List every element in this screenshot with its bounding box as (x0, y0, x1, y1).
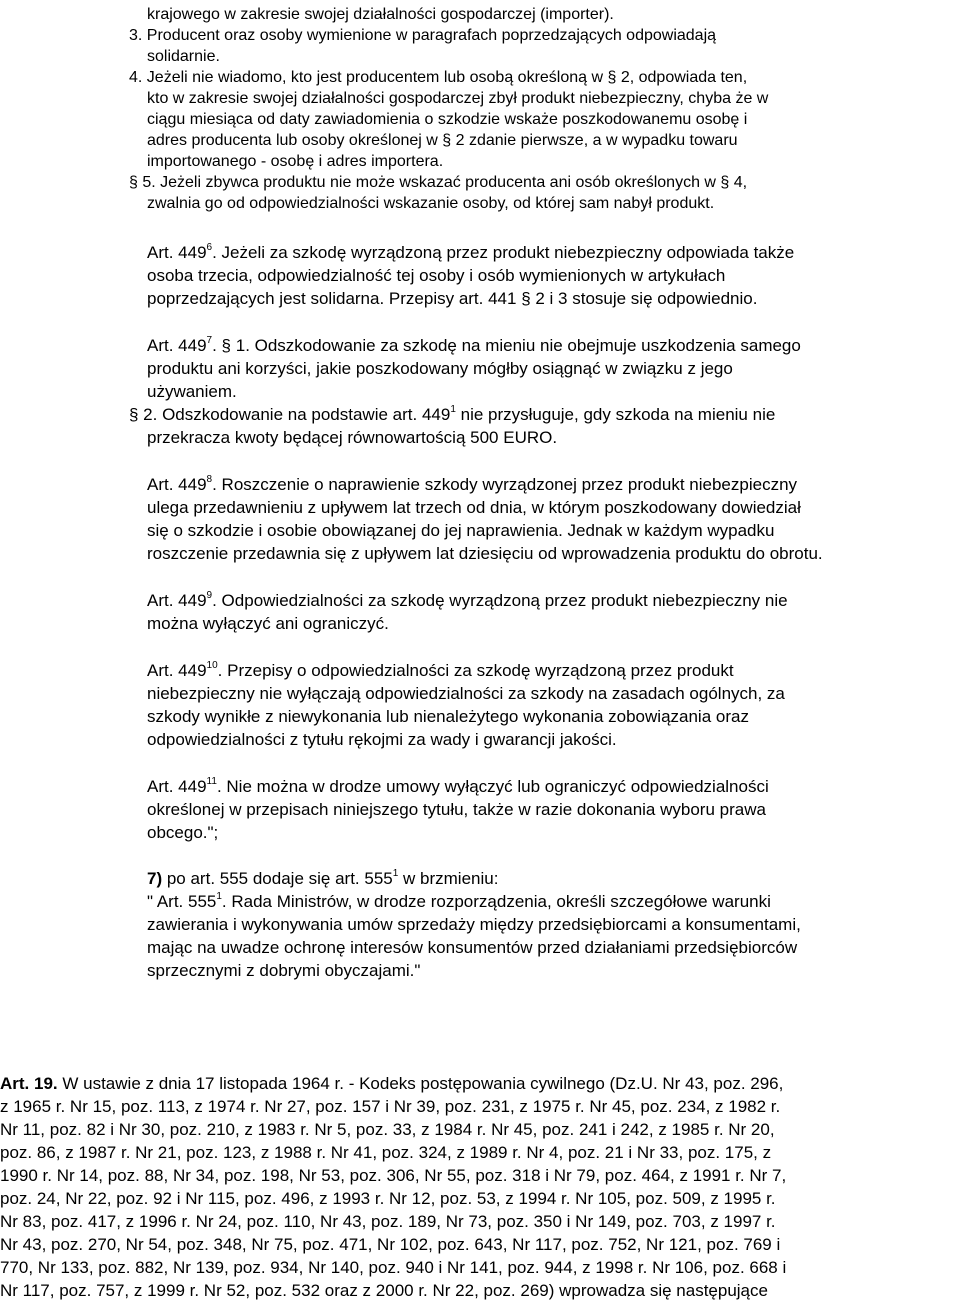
article-text: . Jeżeli za szkodę wyrządzoną przez produkt niebezpieczny odpowiada także (212, 243, 795, 262)
article-label: Art. 449 (147, 661, 207, 680)
article-superscript: 1 (450, 404, 456, 416)
text-line: 770, Nr 133, poz. 882, Nr 139, poz. 934, Nr 140, poz. 940 i Nr 141, poz. 944, z 1998 r. Nr 106, poz. 668 i (0, 1258, 787, 1277)
text-line: zawierania i wykonywania umów sprzedaży między przedsiębiorcami a konsumentami, (147, 915, 801, 934)
item-number: 7) (147, 869, 163, 888)
article-superscript: 8 (206, 474, 213, 486)
item-superscript: 1 (392, 868, 399, 880)
article-label: " Art. 555 (147, 892, 217, 911)
text-line: roszczenie przedawnia się z upływem lat dziesięciu od wprowadzenia produktu do obrotu. (147, 544, 823, 563)
text-line: solidarnie. (147, 48, 220, 65)
text-line: kto w zakresie swojej działalności gospodarczej zbył produkt niebezpieczny, chyba że w (147, 90, 769, 107)
article-449-7-line-4 (129, 404, 775, 426)
article-label: Art. 449 (147, 336, 207, 355)
article-449-9-line-1 (147, 590, 788, 612)
article-label: Art. 449 (147, 777, 207, 796)
article-449-11-line-1 (147, 776, 769, 798)
article-text: . § 1. Odszkodowanie za szkodę na mieniu nie obejmuje uszkodzenia samego (212, 336, 801, 355)
text-line: importowanego - osobę i adres importera. (147, 153, 444, 170)
text-line: niebezpieczny nie wyłączają odpowiedzialności za szkody na zasadach ogólnych, za (147, 684, 785, 703)
text-line: Nr 11, poz. 82 i Nr 30, poz. 210, z 1983 r. Nr 5, poz. 33, z 1984 r. Nr 45, poz. 241 i 242, z 1985 r. Nr 20, (0, 1120, 775, 1139)
article-text: . Nie można w drodze umowy wyłączyć lub ograniczyć odpowiedzialności (216, 777, 769, 796)
article-19-line-1 (0, 1073, 783, 1095)
text-line: z 1965 r. Nr 15, poz. 113, z 1974 r. Nr 27, poz. 157 i Nr 39, poz. 231, z 1975 r. Nr 45, poz. 234, z 1982 r. (0, 1097, 781, 1116)
text-line: krajowego w zakresie swojej działalności gospodarczej (importer). (147, 6, 614, 23)
text-line: 1990 r. Nr 14, poz. 88, Nr 34, poz. 198, Nr 53, poz. 306, Nr 55, poz. 318 i Nr 79, poz. 464, z 1991 r. Nr 7, (0, 1166, 787, 1185)
text-line: poz. 24, Nr 22, poz. 92 i Nr 115, poz. 496, z 1993 r. Nr 12, poz. 53, z 1994 r. Nr 105, poz. 509, z 1995 r. (0, 1189, 776, 1208)
article-449-8-line-1 (147, 474, 797, 496)
article-text: § 2. Odszkodowanie na podstawie art. 449 (129, 405, 451, 424)
text-line: mając na uwadze ochronę interesów konsumentów przed działaniami przedsiębiorców (147, 938, 798, 957)
text-line: określonej w przepisach niniejszego tytułu, także w razie dokonania wyboru prawa (147, 800, 766, 819)
text-line: 4. Jeżeli nie wiadomo, kto jest producentem lub osobą określoną w § 2, odpowiada ten, (129, 69, 748, 86)
article-label: Art. 449 (147, 243, 207, 262)
article-449-6-line-1 (147, 242, 794, 264)
text-line: się o szkodzie i osobie obowiązanej do jej naprawienia. Jednak w każdym wypadku (147, 521, 775, 540)
article-text: . Przepisy o odpowiedzialności za szkodę wyrządzoną przez produkt (217, 661, 734, 680)
article-text: nie przysługuje, gdy szkoda na mieniu nie (455, 405, 776, 424)
text-line: 3. Producent oraz osoby wymienione w paragrafach poprzedzających odpowiadają (129, 27, 717, 44)
text-line: zwalnia go od odpowiedzialności wskazanie osoby, od której sam nabył produkt. (147, 195, 715, 212)
text-line: poprzedzających jest solidarna. Przepisy art. 441 § 2 i 3 stosuje się odpowiednio. (147, 289, 758, 308)
article-superscript: 10 (206, 660, 218, 672)
text-line: adres producenta lub osoby określonej w § 2 zdanie pierwsze, a w wypadku towaru (147, 132, 738, 149)
text-line: używaniem. (147, 382, 237, 401)
item-7-line (147, 868, 498, 890)
article-text: . Roszczenie o naprawienie szkody wyrządzonej przez produkt niebezpieczny (212, 475, 798, 494)
item-text: po art. 555 dodaje się art. 555 (162, 869, 393, 888)
article-449-10-line-1 (147, 660, 734, 682)
article-label: Art. 449 (147, 591, 207, 610)
article-label: Art. 449 (147, 475, 207, 494)
text-line: Nr 43, poz. 270, Nr 54, poz. 348, Nr 75, poz. 471, Nr 102, poz. 643, Nr 117, poz. 752, Nr 121, poz. 769 i (0, 1235, 781, 1254)
article-449-7-line-1 (147, 335, 801, 357)
text-line: przekracza kwoty będącej równowartością 500 EURO. (147, 428, 558, 447)
text-line: poz. 86, z 1987 r. Nr 21, poz. 123, z 1988 r. Nr 41, poz. 324, z 1989 r. Nr 4, poz. 21 i Nr 33, poz. 175, z (0, 1143, 772, 1162)
article-text: . Odpowiedzialności za szkodę wyrządzoną przez produkt niebezpieczny nie (212, 591, 788, 610)
article-superscript: 11 (206, 776, 217, 788)
text-line: Nr 83, poz. 417, z 1996 r. Nr 24, poz. 110, Nr 43, poz. 189, Nr 73, poz. 350 i Nr 149, poz. 703, z 1997 r. (0, 1212, 776, 1231)
article-555-1-line-1 (147, 891, 771, 913)
article-text: W ustawie z dnia 17 listopada 1964 r. - Kodeks postępowania cywilnego (Dz.U. Nr 43, poz. 296, (57, 1074, 784, 1093)
text-line: obcego."; (147, 823, 219, 842)
text-line: § 5. Jeżeli zbywca produktu nie może wskazać producenta ani osób określonych w § 4, (129, 174, 748, 191)
article-superscript: 9 (206, 590, 213, 602)
text-line: ulega przedawnieniu z upływem lat trzech od dnia, w którym poszkodowany dowiedział (147, 498, 801, 517)
article-label: Art. 19. (0, 1074, 58, 1093)
article-superscript: 7 (206, 335, 213, 347)
text-line: osoba trzecia, odpowiedzialność tej osoby i osób wymienionych w artykułach (147, 266, 726, 285)
article-superscript: 6 (206, 242, 213, 254)
text-line: sprzecznymi z dobrymi obyczajami." (147, 961, 421, 980)
article-superscript: 1 (216, 891, 222, 903)
text-line: można wyłączyć ani ograniczyć. (147, 614, 389, 633)
item-text: w brzmieniu: (398, 869, 499, 888)
text-line: Nr 117, poz. 757, z 1999 r. Nr 52, poz. 532 oraz z 2000 r. Nr 22, poz. 269) wprowadza się następujące (0, 1281, 768, 1300)
text-line: odpowiedzialności z tytułu rękojmi za wady i gwarancji jakości. (147, 730, 617, 749)
text-line: ciągu miesiąca od daty zawiadomienia o szkodzie wskaże poszkodowanemu osobę i (147, 111, 748, 128)
text-line: produktu ani korzyści, jakie poszkodowany mógłby osiągnąć w związku z jego (147, 359, 733, 378)
article-text: . Rada Ministrów, w drodze rozporządzenia, określi szczegółowe warunki (221, 892, 771, 911)
text-line: szkody wynikłe z niewykonania lub nienależytego wykonania zobowiązania oraz (147, 707, 749, 726)
